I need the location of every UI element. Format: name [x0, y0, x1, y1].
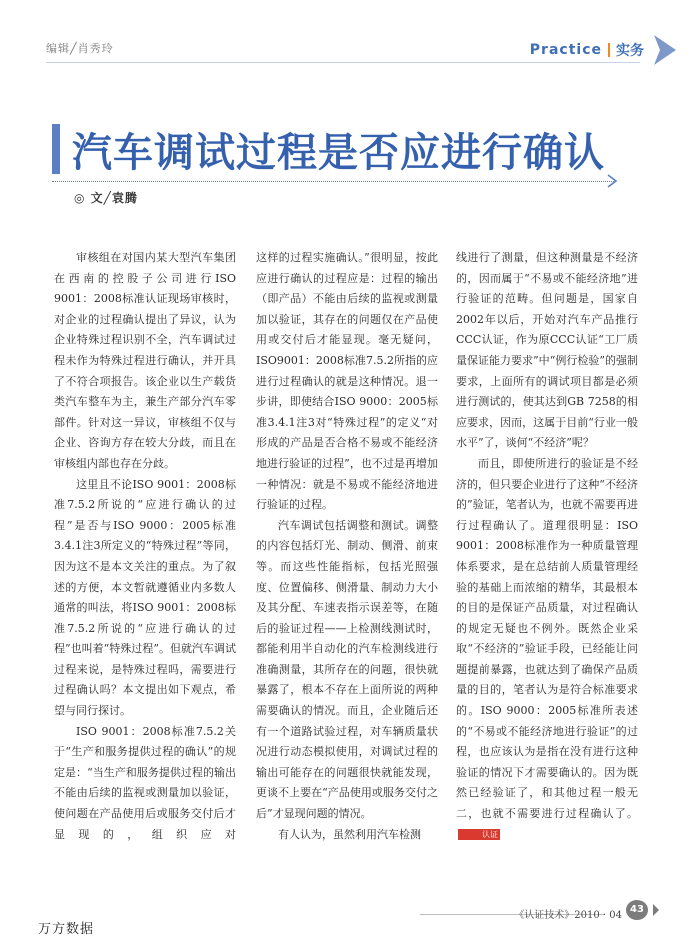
paragraph [456, 454, 638, 845]
chevron-right-icon [652, 903, 660, 917]
text-column-2 [256, 248, 438, 845]
section-header [530, 30, 678, 70]
paragraph: 审核组在对国内某大型汽车集团在西南的控股子公司进行ISO 9001：2008标准认证现场审核时，对企业的过程确认提出了异议，认为企业特殊过程识别不全，汽车调试过程未作为特殊过程进行确认，并开具了不符合项报告。该企业以生产载货类汽车整车为主，兼生产部分汽车零部件。针对这一异议，审核组不仅与企业、咨询方存在较大分歧，而且在审核组内部也存在分歧。 [54, 251, 236, 470]
paragraph: 这里且不论ISO 9001：2008标准7.5.2所说的“应进行确认的过程”是否与ISO 9000：2005标准3.4.1注3所定义的“特殊过程”等同，因为这不是本文关注的重点。为了叙述的方便，本文暂就遵循业内多数人通常的叫法，将ISO 9001：2008标准7.5.2所说的“应进行确认的过程”也叫着“特殊过程”。但就汽车调试过程来说，是特殊过程吗，需要进行过程确认吗？本文提出如下观点，希望与同行探讨。 [54, 477, 236, 718]
title-dotted-rule [52, 181, 614, 182]
section-divider [608, 43, 610, 57]
chevron-right-icon [652, 33, 678, 67]
section-label-en: Practice [529, 42, 602, 58]
article-author: ◎ 文╱袁腾 [74, 191, 138, 205]
header-rule [46, 62, 640, 63]
title-block [52, 120, 605, 178]
section-label-cn: 实务 [616, 43, 644, 59]
paragraph: 这样的过程实施确认。”很明显，按此应进行确认的过程应是：过程的输出（即产品）不能由后续的监视或测量加以验证，其存在的问题仅在产品使用或交付后才能显现。毫无疑问，ISO9001：2008标准7.5.2所指的应进行过程确认的就是这种情况。退一步讲，即使结合ISO 9000：2005标准3.4.1注3对“特殊过程”的定义“对形成的产品是否合格不易或不能经济地进行验证的过程”，也不过是再增加一种情况：就是不易或不能经济地进行验证的过程。 [256, 251, 438, 512]
paragraph: 有人认为，虽然利用汽车检测 [278, 827, 421, 841]
text-column-3 [456, 248, 638, 845]
text-column-1 [54, 248, 236, 845]
watermark-text: 万方数据 [38, 922, 95, 937]
chevron-right-icon [606, 173, 618, 189]
paragraph: 汽车调试包括调整和测试。调整的内容包括灯光、制动、侧滑、前束等。而这些性能指标，包括光照强度、位置偏移、侧滑量、制动力大小及其分配、车速表指示误差等，在随后的验证过程——上检测线测试时，都能利用半自动化的汽车检测线进行准确测量，其所存在的问题，很快就暴露了，根本不存在上面所说的两种需要确认的情况。而且，企业随后还有一个道路试验过程，对车辆质量状况进行动态模拟使用，对调试过程的输出可能存在的问题很快就能发现，更谈不上要在“产品使用或服务交付之后”才显现问题的情况。 [256, 518, 438, 821]
journal-citation: 《认证技术》2010 · 04 [514, 910, 622, 921]
paragraph-text: 而且，即使所进行的验证是不经济的，但只要企业进行了这种“不经济的”验证，笔者认为，也就不需要再进行过程确认了。道理很明显：ISO 9001：2008标准作为一种质量管理体系要求，是在总结前人质量管理经验的基础上而浓缩的精华，其最根本的目的是保证产品质量，对过程确认的规定无疑也不例外。既然企业采取“不经济的”验证手段，已经能让问题提前暴露，也就达到了确保产品质量的目的，笔者认为是符合标准要求的。ISO 9000：2005标准所表述的“不易或不能经济地进行验证”的过程，也应该认为是指在没有进行这种验证的情况下才需要确认的。因为既然已经验证了，和其他过程一般无二，也就不需要进行过程确认了。 [456, 456, 638, 821]
paragraph: ISO 9001：2008标准7.5.2关于“生产和服务提供过程的确认”的规定是：“当生产和服务提供过程的输出不能由后续的监视或测量加以验证，使问题在产品使用后或服务交付后才显现的，组织应对 [54, 724, 236, 841]
end-mark-badge: 认证 [458, 829, 500, 840]
page-number: 43 [626, 900, 648, 920]
article-title: 汽车调试过程是否应进行确认 [72, 129, 605, 176]
title-accent-bar [52, 124, 60, 174]
paragraph: 线进行了测量，但这种测量是不经济的，因而属于“不易或不能经济地”进行验证的范畴。但问题是，国家自2002年以后，开始对汽车产品推行CCC认证，作为原CCC认证“工厂质量保证能力要求”中“例行检验”的强制要求，上面所有的调试项目都是必须进行测试的，使其达到GB 7258的相应要求，因而，这属于目前“行业一般水平”了，谈何“不经济”呢？ [456, 251, 638, 450]
editor-credit: 编辑╱肖秀玲 [46, 42, 114, 55]
